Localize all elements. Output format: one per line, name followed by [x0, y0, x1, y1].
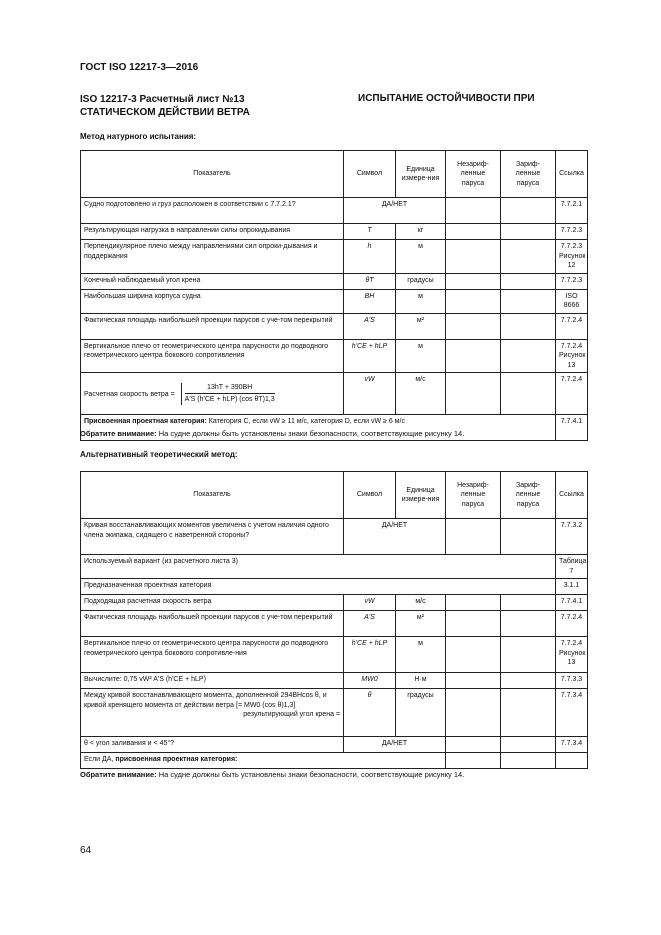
value-cell[interactable] — [446, 689, 501, 737]
value-cell[interactable] — [501, 753, 556, 769]
table-row — [81, 689, 588, 737]
row-label — [81, 689, 344, 737]
row-label: Фактическая площадь наибольшей проекции парусов с уче-том перекрытий — [81, 611, 344, 637]
row-symbol: MW0 — [344, 673, 396, 689]
row-label: Используемый вариант (из расчетного листа 3) — [81, 555, 556, 579]
row-symbol: h'CE + hLP — [344, 637, 396, 673]
row-unit: Н·м — [396, 673, 446, 689]
row-label: Конечный наблюдаемый угол крена — [81, 273, 344, 289]
row-reference: 7.7.3.4 — [556, 737, 588, 753]
table-row — [81, 595, 588, 611]
row-unit: м² — [396, 313, 446, 339]
value-cell[interactable] — [501, 595, 556, 611]
col-reefed: Зариф-ленные паруса — [501, 151, 556, 198]
value-cell[interactable] — [446, 240, 501, 274]
row-unit: м — [396, 289, 446, 313]
col-indicator: Показатель — [81, 151, 344, 198]
section-field-test: Метод натурного испытания: — [80, 132, 197, 141]
row-label: Подходящая расчетная скорость ветра — [81, 595, 344, 611]
row-reference: 7.7.3.3 — [556, 673, 588, 689]
row-label: Кривая восстанавливающих моментов увеличена с учетом наличия одного члена экипажа, сидящего с наветренной стороны? — [81, 519, 344, 555]
value-cell[interactable] — [446, 595, 501, 611]
row-reference: 7.7.3.4 — [556, 689, 588, 737]
wind-speed-formula — [181, 383, 275, 405]
row-symbol: θ — [344, 689, 396, 737]
row-reference: 7.7.2.4 — [556, 313, 588, 339]
row-reference: 7.7.2.4 — [556, 373, 588, 415]
row-unit: м — [396, 339, 446, 373]
value-cell[interactable] — [446, 753, 501, 769]
table-row — [81, 198, 588, 224]
sheet-title — [80, 93, 250, 119]
table-row — [81, 313, 588, 339]
row-unit: кг — [396, 224, 446, 240]
row-symbol: h — [344, 240, 396, 274]
value-cell[interactable] — [501, 273, 556, 289]
row-label: Результирующая нагрузка в направлении силы опрокидывания — [81, 224, 344, 240]
value-cell[interactable] — [501, 519, 556, 555]
row-symbol: vW — [344, 595, 396, 611]
value-cell[interactable] — [446, 289, 501, 313]
col-nonreefed: Незариф-ленные паруса — [446, 151, 501, 198]
value-cell[interactable] — [446, 519, 501, 555]
value-cell[interactable] — [501, 240, 556, 274]
row-reference: 7.7.2.4 Рисунок 13 — [556, 339, 588, 373]
value-cell[interactable] — [501, 313, 556, 339]
col-indicator: Показатель — [81, 472, 344, 519]
row-label-result: результирующий угол крена = — [243, 711, 340, 718]
value-cell[interactable] — [446, 373, 501, 415]
row-unit: м/с — [396, 595, 446, 611]
section-theoretical-method: Альтернативный теоретический метод: — [80, 450, 238, 459]
row-reference: 7.7.4.1 — [556, 595, 588, 611]
table-row — [81, 373, 588, 415]
formula-label: Расчетная скорость ветра = — [84, 390, 175, 398]
formula-numerator: 13hT + 390BH — [185, 383, 275, 395]
row-unit: м — [396, 637, 446, 673]
sheet-title-line2: СТАТИЧЕСКОМ ДЕЙСТВИИ ВЕТРА — [80, 107, 250, 118]
formula-denominator: A'S (h'CE + hLP) (cos θT)1,3 — [184, 396, 275, 403]
table-row — [81, 289, 588, 313]
row-reference: 7.7.2.1 — [556, 198, 588, 224]
table-row — [81, 339, 588, 373]
sheet-title-right: ИСПЫТАНИЕ ОСТОЙЧИВОСТИ ПРИ — [358, 93, 535, 104]
table-header-row — [81, 151, 588, 198]
value-cell[interactable] — [501, 737, 556, 753]
col-reference: Ссылка — [556, 151, 588, 198]
row-reference — [556, 753, 588, 769]
value-cell[interactable] — [501, 198, 556, 224]
row-symbol: vW — [344, 373, 396, 415]
value-cell[interactable] — [501, 224, 556, 240]
row-unit: м² — [396, 611, 446, 637]
row-label: θ < угол заливания и < 45°? — [81, 737, 344, 753]
row-symbol: BH — [344, 289, 396, 313]
table-row — [81, 555, 588, 579]
value-cell[interactable] — [501, 611, 556, 637]
table-row — [81, 737, 588, 753]
col-reference: Ссылка — [556, 472, 588, 519]
value-cell[interactable] — [446, 224, 501, 240]
value-cell[interactable] — [501, 339, 556, 373]
row-reference: 7.7.2.3 — [556, 224, 588, 240]
sheet-title-line1: ISO 12217-3 Расчетный лист №13 — [80, 94, 245, 105]
col-symbol: Символ — [344, 151, 396, 198]
row-label-text: Между кривой восстанавливающего момента, дополненной 294BHcos θ, и кривой кренящего момента от действии ветра [= MW0 (cos θ)1,3] — [84, 692, 327, 709]
theoretical-method-table — [80, 471, 588, 769]
table-row — [81, 579, 588, 595]
row-symbol: θT — [344, 273, 396, 289]
table-header-row — [81, 472, 588, 519]
yes-no-cell: ДА/НЕТ — [344, 519, 446, 555]
value-cell[interactable] — [446, 637, 501, 673]
safety-note-2: Обратите внимание: На судне должны быть установлены знаки безопасности, соответствующие рисунку 14. — [80, 770, 465, 779]
table-row — [81, 240, 588, 274]
row-label: Если ДА, присвоенная проектная категория: — [81, 753, 446, 769]
table-row — [81, 519, 588, 555]
table-row — [81, 224, 588, 240]
col-unit: Единица измере-ния — [396, 151, 446, 198]
row-reference: 7.7.3.2 — [556, 519, 588, 555]
row-label: Наибольшая ширина корпуса судна — [81, 289, 344, 313]
value-cell[interactable] — [446, 313, 501, 339]
row-reference: 3.1.1 — [556, 579, 588, 595]
table-row — [81, 637, 588, 673]
row-unit: м/с — [396, 373, 446, 415]
table-row — [81, 673, 588, 689]
row-unit: градусы — [396, 273, 446, 289]
row-reference: 7.7.4.1 — [556, 415, 588, 441]
row-label: Предназначенная проектная категория — [81, 579, 556, 595]
value-cell[interactable] — [501, 637, 556, 673]
yes-no-cell: ДА/НЕТ — [344, 198, 446, 224]
value-cell[interactable] — [446, 611, 501, 637]
row-unit: м — [396, 240, 446, 274]
row-unit: градусы — [396, 689, 446, 737]
value-cell[interactable] — [446, 273, 501, 289]
row-reference: 7.7.2.3 Рисунок 12 — [556, 240, 588, 274]
row-reference: Таблица 7 — [556, 555, 588, 579]
value-cell[interactable] — [446, 737, 501, 753]
value-cell[interactable] — [501, 289, 556, 313]
table-row — [81, 273, 588, 289]
formula-fraction — [181, 383, 275, 405]
row-label: Вычислите: 0,75 vW² A'S (h'CE + hLP) — [81, 673, 344, 689]
row-label — [81, 373, 344, 415]
row-reference: 7.7.2.4 Рисунок 13 — [556, 637, 588, 673]
col-reefed: Зариф-ленные паруса — [501, 472, 556, 519]
row-label: Присвоенная проектная категория: Категория C, если vW ≥ 11 м/с, категория D, если vW ≥ 6 м/с — [81, 415, 556, 441]
table-row — [81, 611, 588, 637]
yes-no-cell: ДА/НЕТ — [344, 737, 446, 753]
col-symbol: Символ — [344, 472, 396, 519]
row-symbol: h'CE + hLP — [344, 339, 396, 373]
row-symbol: T — [344, 224, 396, 240]
field-test-table — [80, 150, 588, 441]
row-label: Фактическая площадь наибольшей проекции парусов с уче-том перекрытий — [81, 313, 344, 339]
value-cell[interactable] — [501, 373, 556, 415]
row-reference: ISO 8666 — [556, 289, 588, 313]
value-cell[interactable] — [446, 198, 501, 224]
row-reference: 7.7.2.3 — [556, 273, 588, 289]
row-label: Перпендикулярное плечо между направлениями сил опроки-дывания и поддержания — [81, 240, 344, 274]
row-symbol: A'S — [344, 611, 396, 637]
row-label: Судно подготовлено и груз расположен в соответствии с 7.7.2.1? — [81, 198, 344, 224]
row-label: Вертикальное плечо от геометрического центра парусности до подводного геометрического центра бокового сопротивле-ния — [81, 637, 344, 673]
col-nonreefed: Незариф-ленные паруса — [446, 472, 501, 519]
row-reference: 7.7.2.4 — [556, 611, 588, 637]
page-number: 64 — [80, 845, 92, 856]
col-unit: Единица измере-ния — [396, 472, 446, 519]
value-cell[interactable] — [501, 689, 556, 737]
row-label: Вертикальное плечо от геометрического центра парусности до подводного геометрического центра бокового сопротивления — [81, 339, 344, 373]
safety-note-1: Обратите внимание: На судне должны быть установлены знаки безопасности, соответствующие рисунку 14. — [80, 429, 465, 438]
table-row — [81, 753, 588, 769]
value-cell[interactable] — [446, 673, 501, 689]
document-header: ГОСТ ISO 12217-3—2016 — [80, 62, 199, 73]
row-symbol: A'S — [344, 313, 396, 339]
value-cell[interactable] — [446, 339, 501, 373]
value-cell[interactable] — [501, 673, 556, 689]
